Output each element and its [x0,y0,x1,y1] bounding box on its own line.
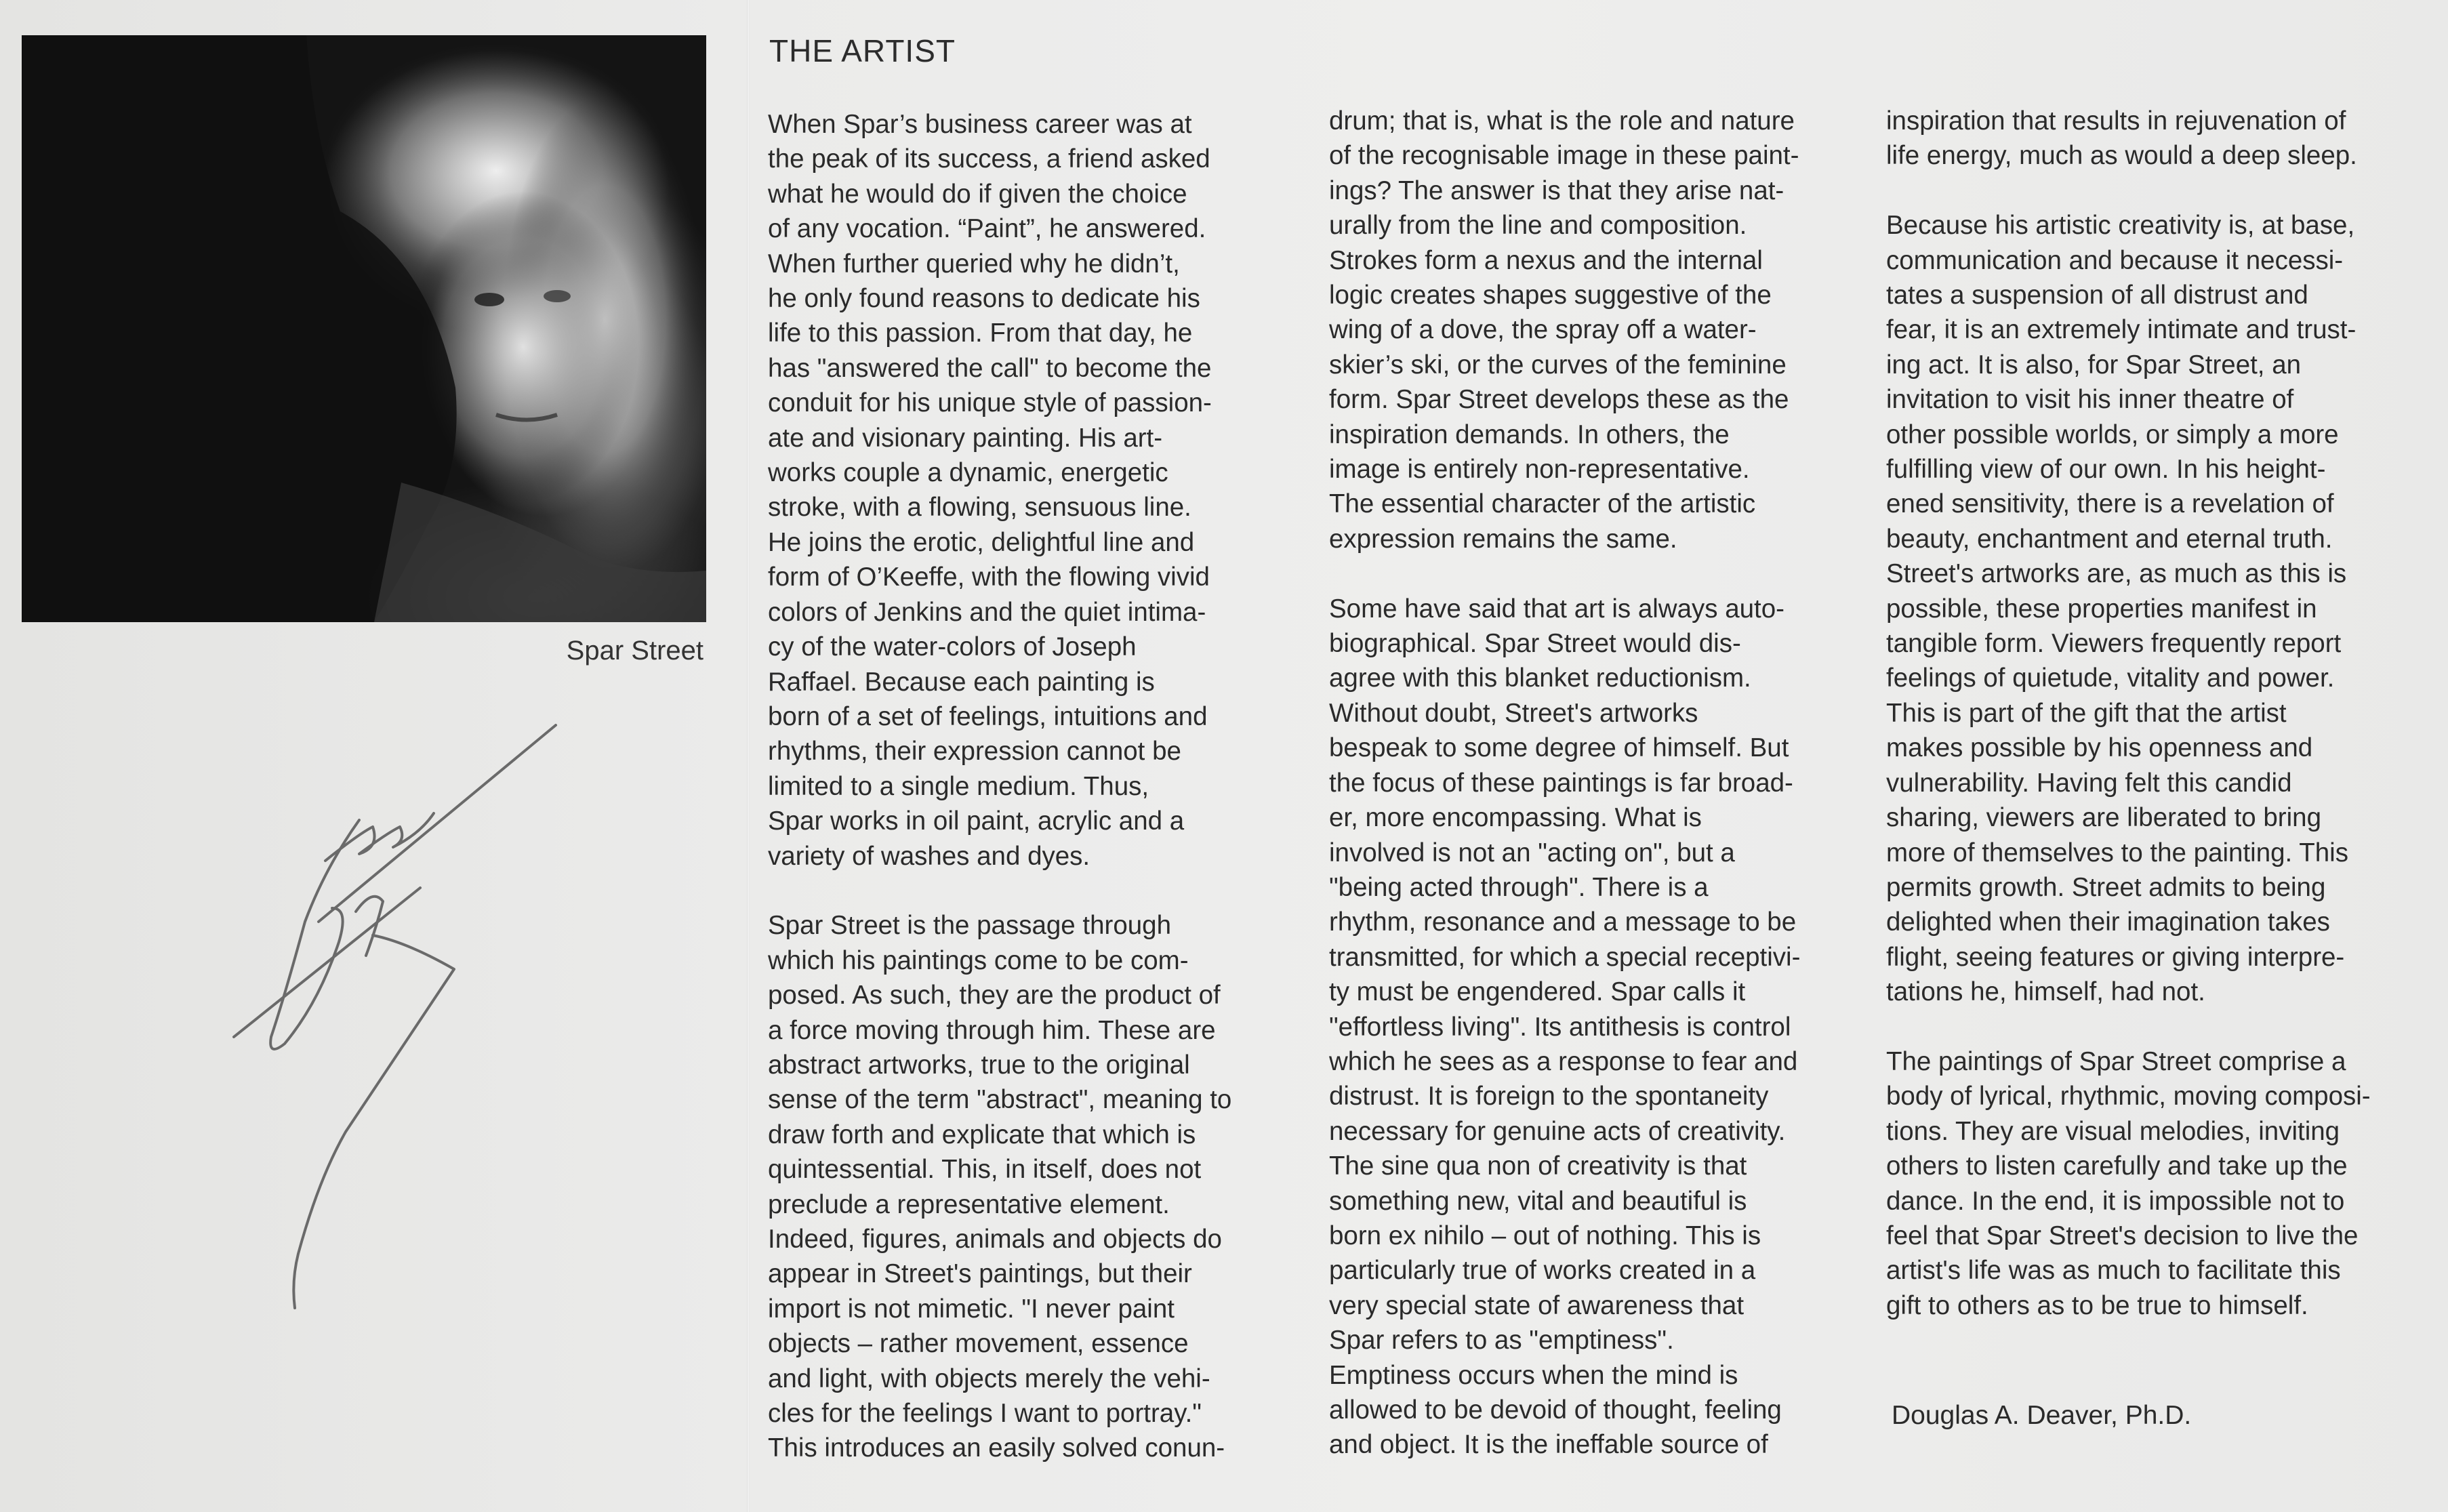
author-signature-line: Douglas A. Deaver, Ph.D. [1892,1401,2192,1430]
artist-portrait-photo [22,35,706,622]
photo-caption: Spar Street [566,636,703,666]
paragraph: Some have said that art is always auto- biographical. Spar Street would dis- agree with this blanket reductionism. Without doubt, Street's artworks bespeak to some degree of himself. But the focus of these paintings is far broad- er, more encompassing. What is involved is not an "acting on", but a "being acted through". There is a rhythm, resonance and a message to be transmitted, for which a special receptivi- ty must be engendered. Spar calls it "effortless living". Its antithesis is control which he sees as a response to fear and distrust. It is foreign to the spontaneity necessary for genuine acts of creativity. The sine qua non of creativity is that something new, vital and beautiful is born ex nihilo – out of nothing. This is particularly true of works created in a very special state of awareness that Spar refers to as "emptiness". Emptiness occurs when the mind is allowed to be devoid of thought, feeling and object. It is the ineffable source of [1329,594,1801,1460]
text-column-3 [1886,104,2428,1358]
artist-signature [203,712,583,1322]
section-heading: THE ARTIST [769,33,956,68]
paragraph: Because his artistic creativity is, at base, communication and because it necessi- tates a suspension of all distrust and fear, it is an extremely intimate and trust- ing act. It is also, for Spar Street, an invitation to visit his inner theatre of other possible worlds, or simply a more fulfilling view of our own. In his height- ened sensitivity, there is a revelation of beauty, enchantment and eternal truth. Street's artworks are, as much as this is possible, these properties manifest in tangible form. Viewers frequently report feelings of quietude, vitality and power. This is part of the gift that the artist makes possible by his openness and vulnerability. Having felt this candid sharing, viewers are liberated to bring more of themselves to the painting. This permits growth. Street admits to being delighted when their imagination takes flight, seeing features or giving interpre- tations he, himself, had not. [1886,211,2357,1007]
paragraph: The paintings of Spar Street comprise a body of lyrical, rhythmic, moving composi- tions. They are visual melodies, inviting others to listen carefully and take up the dance. In the end, it is impossible not to feel that Spar Street's decision to live the artist's life was as much to facilitate this gift to others as to be true to himself. [1886,1046,2371,1320]
paragraph: When Spar’s business career was at the peak of its success, a friend asked what he would do if given the choice of any vocation. “Paint”, he answered. When further queried why he didn’t, he only found reasons to dedicate his life to this passion. From that day, he has "answered the call" to become the conduit for his unique style of passion- ate and visionary painting. His art- works couple a dynamic, energetic stroke, with a flowing, sensuous line. He joins the erotic, delightful line and form of O’Keeffe, with the flowing vivid colors of Jenkins and the quiet intima- cy of the water-colors of Joseph Raffael. Because each painting is born of a set of feelings, intuitions and rhythms, their expression cannot be limited to a single medium. Thus, Spar works in oil paint, acrylic and a variety of washes and dyes. [768,110,1212,871]
paragraph: Spar Street is the passage through which his paintings come to be com- posed. As such, they are the product of a force moving through him. These are abstract artworks, true to the original sense of the term "abstract", meaning to draw forth and explicate that which is quintessential. This, in itself, does not preclude a representative element. Indeed, figures, animals and objects do appear in Street's paintings, but their import is not mimetic. "I never paint objects – rather movement, essence and light, with objects merely the vehi- cles for the feelings I want to portray." This introduces an easily solved conun- [768,911,1232,1463]
text-column-1 [768,107,1310,1500]
page-fold [747,0,750,1512]
portrait-shading [22,35,706,622]
text-column-2 [1329,104,1871,1497]
paragraph: inspiration that results in rejuvenation of life energy, much as would a deep sleep. [1886,106,2357,171]
paragraph: drum; that is, what is the role and nature of the recognisable image in these paint- ings? The answer is that they arise nat- urally from the line and composition. Strokes form a nexus and the internal logic creates shapes suggestive of the wing of a dove, the spray off a water- skier’s ski, or the curves of the feminine form. Spar Street develops these as the inspiration demands. In others, the image is entirely non-representative. The essential character of the artistic expression remains the same. [1329,106,1799,554]
